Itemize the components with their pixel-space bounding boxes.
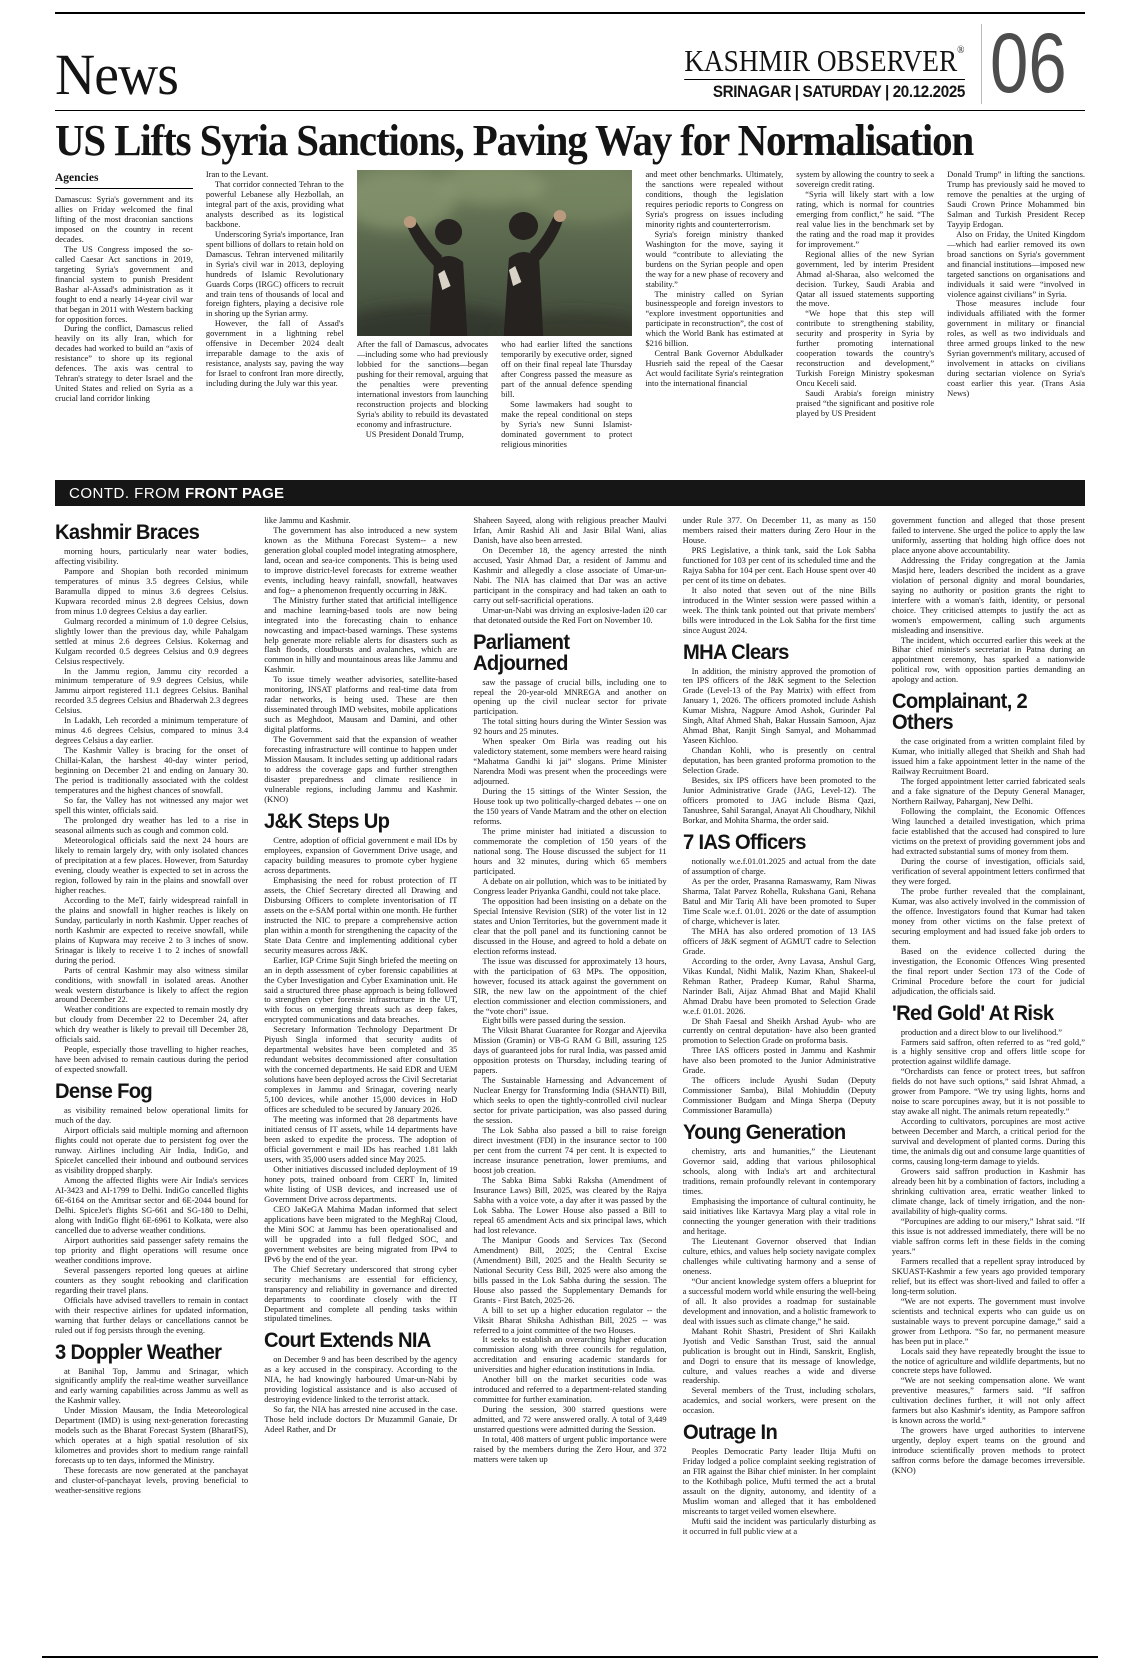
paragraph: The Manipur Goods and Services Tax (Second Amendment) Bill, 2025; the Central Excise (Amendment) Bill, 2025 and the Health Security se National Security Cess Bill, 2025 were also among the bills passed in the Lok Sabha during the session. The House also passed the Supplementary Demands for Grants - First Batch, 2025-26. xyxy=(473,1234,667,1305)
bottom-rule xyxy=(42,1656,1098,1658)
paragraph: Following the complaint, the Economic Offences Wing launched a detailed investigation, which prima facie established that the accused had conspired to lure victims on the pretext of providing government jobs and had extracted substantial sums of money from them. xyxy=(891,806,1085,856)
paragraph: “Orchardists can fence or protect trees, but saffron fields do not have such options,” said Ishrat Ahmad, a grower from Pampore. “We try using lights, horns and noise to scare porcupines away, but it is not possible to stay awake all night. The animals return repeatedly.” xyxy=(891,1066,1085,1117)
contd-prefix: CONTD. FROM xyxy=(69,484,185,502)
paragraph: During the 15 sittings of the Winter Session, the House took up two politically-charged debates -- one on the 150 years of Vande Matram and the other on election reforms. xyxy=(473,786,667,827)
paragraph: The MHA has also ordered promotion of 13 IAS officers of J&K segment of AGMUT cadre to Selection Grade. xyxy=(682,925,876,956)
paragraph: In total, 408 matters of urgent public importance were raised by the members during the Zero Hour, and 372 matters were taken up xyxy=(473,1434,667,1465)
paragraph: Also on Friday, the United Kingdom—which had earlier removed its own broad sanctions on Syria's government and financial institutions—imposed new targeted sanctions on organisations and individuals it said were “involved in violence against civilians” in Syria. xyxy=(947,228,1085,299)
paragraph: “We are not seeking compensation alone. We want preventive measures,” farmers said. “If saffron cultivation declines further, it will not only affect farmers but also Kashmir's identity, as Pampore saffron is known across the world.” xyxy=(891,1375,1085,1426)
article-column xyxy=(206,170,344,472)
paragraph: and meet other benchmarks. Ultimately, the sanctions were repealed without conditions, though the legislation requires periodic reports to Congress on Syria's progress on issues including minority rights and counterterrorism. xyxy=(645,169,784,229)
news-column xyxy=(55,516,248,1658)
paragraph: According to cultivators, porcupines are most active between December and March, a critical period for the survival and development of planted corms. During this time, the animals dig out and consume large quantities of corms, causing long-term damage to yields. xyxy=(891,1116,1085,1167)
paragraph: government function and alleged that those present failed to intervene. She urged the police to apply the law uniformly, asserting that holding high office does not place anyone above accountability. xyxy=(891,515,1085,555)
section-heading: Outrage In xyxy=(682,1421,777,1445)
news-column xyxy=(683,516,876,1658)
paragraph: The forged appointment letter carried fabricated seals and a fake signature of the Deputy General Manager, Northern Railway, Paharganj, New Delhi. xyxy=(891,776,1085,807)
section-heading: Complainant, 2 Others xyxy=(891,690,1027,735)
paragraph: To issue timely weather advisories, satellite-based monitoring, INSAT platforms and real-time data from radar networks, is being used. These are then disseminated through IMD websites, mobile applications such as Meghdoot, Mausam and Damini, and other digital platforms. xyxy=(264,674,458,735)
paragraph: The Chief Secretary underscored that strong cyber security mechanisms are essential for efficiency, transparency and reliability in governance and directed departments to coordinate closely with the IT Department and complete all pending tasks within stipulated timelines. xyxy=(264,1263,458,1324)
paragraph: The total sitting hours during the Winter Session was 92 hours and 25 minutes. xyxy=(473,716,667,737)
paragraph: on December 9 and has been described by the agency as a key accused in the conspiracy. According to the NIA, he had knowingly harboured Umar-un-Nabi by providing logistical assistance and is also accused of destroying evidence linked to the terrorist attack. xyxy=(264,1354,458,1405)
paragraph: The US Congress imposed the so-called Caesar Act sanctions in 2019, targeting Syria's government and financial system to punish President Bashar al-Assad's administration as it fought to end a nearly 14-year civil war that began in 2011 with Western backing for opposition forces. xyxy=(55,243,193,324)
section-heading: Young Generation xyxy=(682,1121,846,1145)
article-column xyxy=(501,340,632,472)
section-heading: Kashmir Braces xyxy=(55,520,200,544)
paragraph: The Lok Sabha also passed a bill to raise foreign direct investment (FDI) in the insurance sector to 100 per cent from the current 74 per cent. It is expected to increase insurance penetration, lower premiums, and boost job creation. xyxy=(473,1125,667,1175)
lead-headline: US Lifts Syria Sanctions, Paving Way for Normalisation xyxy=(55,116,974,165)
lead-article xyxy=(55,170,1085,472)
section-heading: J&K Steps Up xyxy=(264,809,390,833)
paragraph: Other initiatives discussed included deployment of 19 honey pots, trained onboard from CERT In, limited white listing of USB devices, and increased use of Government Drive across departments. xyxy=(264,1163,458,1204)
paragraph: Pampore and Shopian both recorded minimum temperatures of minus 3.5 degrees Celsius, while Baramulla dipped to minus 3.6 degrees Celsius. Kupwara recorded minus 2.8 degrees Celsius, down from minus 1.0 degrees Celsius a day earlier. xyxy=(55,565,249,616)
byline: Agencies xyxy=(55,170,193,189)
paragraph: After the fall of Damascus, advocates—including some who had previously lobbied for the sanctions—began pushing for their removal, arguing that the penalties were preventing international investors from launching reconstruction projects and blocking Syria's ability to rebuild its devastated economy and infrastructure. xyxy=(356,339,489,429)
paragraph: Centre, adoption of official government e mail IDs by employees, expansion of Government Drive usage, and capacity building measures to promote cyber hygiene across departments. xyxy=(264,834,458,875)
article-column xyxy=(796,170,934,472)
paragraph: However, the fall of Assad's government in a lightning rebel offensive in December 2024 dealt irreparable damage to the axis of resistance, analysts say, paving the way for Israel to confront Iran more directly, including during the July war this year. xyxy=(205,318,344,389)
under-photo-columns xyxy=(357,340,633,472)
paragraph: The Viksit Bharat Guarantee for Rozgar and Ajeevika Mission (Gramin) or VB-G RAM G Bill, assuring 125 days of guaranteed jobs for rural India, was passed amid opposition protests on Thursday, including tearing of papers. xyxy=(473,1025,667,1076)
paragraph: That corridor connected Tehran to the powerful Lebanese ally Hezbollah, an integral part of the axis, providing what analysts described as its logistical backbone. xyxy=(205,178,344,229)
masthead-block xyxy=(646,20,977,104)
contd-bold: FRONT PAGE xyxy=(185,484,285,502)
paragraph: Another bill on the market securities code was introduced and referred to a department-related standing committee for further examination. xyxy=(473,1374,667,1405)
paragraph: The growers have urged authorities to intervene urgently, deploy expert teams on the ground and introduce scientifically proven methods to protect saffron corms before the damage becomes irreversible. (KNO) xyxy=(891,1425,1085,1476)
paragraph: The Sabka Bima Sabki Raksha (Amendment of Insurance Laws) Bill, 2025, was cleared by the Rajya Sabha with a voice vote, a day after it was passed by the Lok Sabha. The Lower House also passed a Bill to repeal 65 amendment Acts and six principal laws, which had lost relevance. xyxy=(473,1174,667,1235)
paragraph: In the Jammu region, Jammu city recorded a minimum temperature of 9.9 degrees Celsius, while Jammu airport registered 11.1 degrees Celsius. Banihal recorded 3.5 degrees Celsius and Bhaderwah 2.3 degrees Celsius. xyxy=(55,665,249,716)
paragraph: Emphasising the need for robust protection of IT assets, the Chief Secretary directed all Drawing and Disbursing Officers to complete inventorisation of IT assets on the e-SAM portal within one month. He further instructed the NIC to prepare a comprehensive action plan within a month for strengthening the capacity of the State Data Centre and implementing additional cyber security measures across J&K. xyxy=(264,874,458,955)
section-heading: Parliament Adjourned xyxy=(473,630,570,675)
paragraph: Locals said they have repeatedly brought the issue to the notice of agriculture and wildlife departments, but no concrete steps have followed. xyxy=(891,1345,1085,1376)
paragraph: Some lawmakers had sought to make the repeal conditional on steps by Syria's new Sunni Islamist-dominated government to protect religious minorities xyxy=(501,398,633,449)
paragraph: Several members of the Trust, including scholars, academics, and social workers, were present on the occasion. xyxy=(682,1385,876,1416)
section-heading: Court Extends NIA xyxy=(264,1329,431,1353)
header-rule xyxy=(55,110,1085,111)
paragraph: The officers include Ayushi Sudan (Deputy Commissioner Samba), Bilal Mohiuddin (Deputy Commissioner Budgam and Minga Sherpa (Deputy Commissioner Baramulla) xyxy=(682,1075,876,1116)
paragraph: Syria's foreign ministry thanked Washington for the move, saying it would “contribute to alleviating the burdens on the Syrian people and open the way for a new phase of recovery and stability.” xyxy=(645,228,784,289)
paragraph: The government has also introduced a new system known as the Mithuna Forecast System-- a new generation global coupled model integrating atmosphere, land, ocean and sea-ice components. This is being used to improve district-level forecasts for extreme weather events, including heavy rainfall, snowfall, heatwaves and fog-- a phenomenon frequently occurring in J&K. xyxy=(264,524,458,595)
paragraph: Secretary Information Technology Department Dr Piyush Singla informed that security audits of departmental websites have been completed and 35 redundant websites decommissioned after consultation with the concerned departments. He said EDR and UEM solutions have been deployed across the Civil Secretariat complexes in Jammu and Srinagar, covering nearly 5,100 devices, while another 15,000 devices in HoD offices are scheduled to be secured by January 2026. xyxy=(264,1024,458,1115)
paragraph: The Ministry further stated that artificial intelligence and machine learning-based tools are now being integrated into the forecasting chain to enhance nowcasting and impact-based warnings. These systems help generate more reliable alerts for disasters such as flash floods, cloudbursts and avalanches, which are common in hilly and mountainous areas like Jammu and Kashmir. xyxy=(264,594,458,675)
news-column xyxy=(264,516,457,1658)
paragraph: People, especially those travelling to higher reaches, have been advised to remain cautious during the period of expected snowfall. xyxy=(55,1044,249,1075)
paragraph: Farmers recalled that a repellent spray introduced by SKUAST-Kashmir a few years ago provided temporary relief, but its effect was short-lived and failed to offer a long-term solution. xyxy=(891,1255,1085,1296)
paragraph: the case originated from a written complaint filed by Kumar, who initially alleged that Sheikh and Shah had issued him a fake appointment letter in the name of the Railway Recruitment Board. xyxy=(891,736,1085,777)
paragraph: morning hours, particularly near water bodies, affecting visibility. xyxy=(55,545,249,566)
masthead xyxy=(684,45,964,80)
registered-mark: ® xyxy=(957,44,965,56)
paragraph: The meeting was informed that 28 departments have initiated census of IT assets, while 14 departments have been asked to expedite the process. The adoption of official government e mail IDs has reached 1.81 lakh users, with 35,000 users added since May 2025. xyxy=(264,1114,458,1164)
paragraph: So far, the NIA has arrested nine accused in the case. Those held include doctors Dr Muzammil Ganaie, Dr Adeel Rather, and Dr xyxy=(264,1404,458,1435)
paragraph: Mufti said the incident was particularly disturbing as it occurred in full public view at a xyxy=(682,1516,876,1537)
article-column xyxy=(947,170,1085,472)
paragraph: Those measures include four individuals affiliated with the former government in military or financial roles, as well as two individuals and three armed groups linked to the new Syrian government's military, accused of involvement in attacks on civilians during sectarian violence on Syria's coast earlier this year. (Trans Asia News) xyxy=(947,298,1085,399)
paragraph: US President Donald Trump, xyxy=(365,428,464,439)
paragraph: Officials have advised travellers to remain in contact with their respective airlines for updated information, warning that further delays or cancellations cannot be ruled out if fog persists through the evening. xyxy=(55,1294,249,1335)
lead-photo xyxy=(357,170,633,336)
paragraph: The Kashmir Valley is bracing for the onset of Chillai-Kalan, the harshest 40-day winter period, beginning on December 21 and ending on January 30. The period is traditionally associated with the coldest temperatures and the highest chances of snowfall. xyxy=(55,745,249,796)
top-rule xyxy=(55,12,1085,14)
paragraph: Umar-un-Nabi was driving an explosive-laden i20 car that detonated outside the Red Fort on November 10. xyxy=(473,604,667,625)
paragraph: who had earlier lifted the sanctions temporarily by executive order, signed off on their final repeal late Thursday after Congress passed the measure as part of the annual defence spending bill. xyxy=(501,339,633,399)
news-column xyxy=(892,516,1085,1658)
news-column xyxy=(473,516,666,1658)
paragraph: production and a direct blow to our livelihood.” xyxy=(900,1026,1063,1037)
paragraph: like Jammu and Kashmir. xyxy=(264,515,351,525)
masthead-text: KASHMIR OBSERVER xyxy=(684,43,958,78)
paragraph: During the conflict, Damascus relied heavily on its ally Iran, which for decades had worked to build an “axis of resistance” to shore up its regional defences. The axis was central to Tehran's strategy to deter Israel and the United States and relied on Syria as a crucial land corridor linking xyxy=(55,323,193,404)
paragraph: PRS Legislative, a think tank, said the Lok Sabha functioned for 103 per cent of its scheduled time and the Rajya Sabha for 104 per cent. Each House spent over 40 per cent of its time on debates. xyxy=(682,544,876,585)
paragraph: Gulmarg recorded a minimum of 1.0 degree Celsius, slightly lower than the previous day, while Pahalgam settled at minus 2.6 degrees Celsius. Kokernag and Kulgam recorded 0.5 degrees Celsius and 0.9 degrees Celsius respectively. xyxy=(55,615,249,666)
paragraph: “Porcupines are adding to our misery,” Ishrat said. “If this issue is not addressed immediately, there will be no viable saffron corms left in these fields in the coming years.” xyxy=(891,1215,1085,1256)
paragraph: Damascus: Syria's government and its allies on Friday welcomed the final lifting of the most draconian sanctions imposed on the country in recent decades. xyxy=(55,193,193,244)
paragraph: Airport officials said multiple morning and afternoon flights could not operate due to persistent fog over the runway. Airlines including Air India, IndiGo, and SpiceJet cancelled their inbound and outbound services as visibility dropped sharply. xyxy=(55,1125,249,1176)
section-title: News xyxy=(55,42,178,107)
section-heading: MHA Clears xyxy=(682,640,789,664)
paragraph: Among the affected flights were Air India's services AI-3423 and AI-1799 to Delhi. IndiGo cancelled flights 6E-6164 on the Amritsar sector and 6E-2044 bound for Delhi. SpiceJet's flights SG-661 and SG-180 to Delhi, along with IndiGo flight 6E-6961 to Kolkata, were also cancelled due to adverse weather conditions. xyxy=(55,1175,249,1235)
paragraph: A debate on air pollution, which was to be initiated by Congress leader Priyanka Gandhi, could not take place. xyxy=(473,875,667,896)
paragraph: Under Mission Mausam, the India Meteorological Department (IMD) is using next-generation forecasting models such as the Bharat Forecast System (BharatFS), which operates at a high spatial resolution of six kilometres and provides short to medium range rainfall forecasts up to ten days, informed the Ministry. xyxy=(55,1405,249,1466)
paragraph: chemistry, arts and humanities,” the Lieutenant Governor said, adding that various philosophical schools, along with India's art and architectural traditions, remain profoundly relevant in contemporary times. xyxy=(682,1146,876,1197)
paragraph: Meteorological officials said the next 24 hours are likely to remain largely dry, with only isolated chances of precipitation at a few places. However, from Saturday evening, cloudy weather is expected to set in across the region, followed by rain in the plains and snowfall over higher reaches. xyxy=(55,834,249,895)
paragraph: Farmers said saffron, often referred to as “red gold,” is a highly sensitive crop and offers little scope for protection against wildlife damage. xyxy=(891,1036,1085,1067)
paragraph: On December 18, the agency arrested the ninth accused, Yasir Ahmad Dar, a resident of Jammu and Kashmir and allegedly a close associate of Umar-un-Nabi. The NIA has claimed that Dar was an active participant in the conspiracy and had taken an oath to carry out self-sacrificial operations. xyxy=(473,544,667,605)
continued-stories xyxy=(55,516,1085,1658)
paragraph: Based on the evidence collected during the investigation, the Economic Offences Wing presented the final report under Section 173 of the Code of Criminal Procedure before the court for judicial adjudication, the officials said. xyxy=(891,945,1085,996)
paragraph: Regional allies of the new Syrian government, led by interim President Ahmad al-Sharaa, also welcomed the decision. Turkey, Saudi Arabia and Qatar all issued statements supporting the move. xyxy=(796,248,935,309)
paragraph: Eight bills were passed during the session. xyxy=(482,1015,626,1026)
paragraph: Shaheen Sayeed, along with religious preacher Maulvi Irfan, Amir Rashid Ali and Jasir Bilal Wani, alias Danish, have also been arrested. xyxy=(473,515,667,545)
section-heading: 'Red Gold' At Risk xyxy=(891,1001,1054,1025)
paragraph: Peoples Democratic Party leader Iltija Mufti on Friday lodged a police complaint seeking registration of an FIR against the Bihar chief minister. In her complaint to the Kothibagh police, Mufti termed the act a brutal assault on the dignity, autonomy, and identity of a Muslim woman and alleged that it has emboldened miscreants to target veiled women elsewhere. xyxy=(682,1446,876,1517)
lead-photo-graphic xyxy=(357,170,633,336)
paragraph: So far, the Valley has not witnessed any major wet spell this winter, officials said. xyxy=(55,795,249,816)
section-heading: Dense Fog xyxy=(55,1080,153,1104)
paragraph: “We are not experts. The government must involve scientists and technical experts who can guide us on sustainable ways to prevent porcupine damage,” said a grower from Lethpora. “So far, no permanent measure has been put in place.” xyxy=(891,1295,1085,1346)
paragraph: Addressing the Friday congregation at the Jamia Masjid here, leaders described the incident as a grave violation of personal dignity and moral boundaries, saying no authority or position grants the right to interfere with a woman's faith, identity, or personal choice. They criticised attempts to justify the act as women's empowerment, calling such arguments misleading and insensitive. xyxy=(891,554,1085,635)
article-column xyxy=(357,340,488,472)
paragraph: When speaker Om Birla was reading out his valedictory statement, some members were heard raising “Mahatma Gandhi ki jai” slogans. Prime Minister Narendra Modi was present when the proceedings were adjourned. xyxy=(473,736,667,787)
paragraph: During the course of investigation, officials said, verification of several appointment letters confirmed that they were forged. xyxy=(891,855,1085,886)
paragraph: The prolonged dry weather has led to a rise in seasonal ailments such as cough and common cold. xyxy=(55,815,249,835)
paragraph: It also noted that seven out of the nine Bills introduced in the Winter session were passed within a week. The think tank pointed out that private members' bills were introduced in the Lok Sabha for the first time since August 2024. xyxy=(682,584,876,635)
paragraph: Iran to the Levant. xyxy=(205,169,269,179)
page-number: 06 xyxy=(981,24,1067,104)
continued-from-front-page-bar xyxy=(55,480,1085,506)
paragraph: It seeks to establish an overarching higher education commission along with three councils for regulation, accreditation and ensuring academic standards for universities and higher education institutions in India. xyxy=(473,1334,667,1375)
masthead-area xyxy=(646,16,1085,111)
paragraph: The Lieutenant Governor observed that Indian culture, ethics, and values help society navigate complex challenges while cultivating harmony and a sense of oneness. xyxy=(682,1235,876,1276)
paragraph: system by allowing the country to seek a sovereign credit rating. xyxy=(796,169,935,189)
paragraph: Mahant Rohit Shastri, President of Shri Kailakh Jyotish and Vedic Sansthan Trust, said the annual publication is brought out in Hindi, Sanskrit, English, and Dogri to ensure that its message of knowledge, culture, and values reaches a wide and diverse readership. xyxy=(682,1325,876,1386)
paragraph: at Banihal Top, Jammu and Srinagar, which significantly amplify the real-time weather surveillance and early warning capabilities across Jammu as well as the Kashmir valley. xyxy=(55,1365,249,1406)
paragraph: In Ladakh, Leh recorded a minimum temperature of minus 4.6 degrees Celsius, compared to minus 3.4 degrees Celsius a day earlier. xyxy=(55,715,249,746)
paragraph: under Rule 377. On December 11, as many as 150 members raised their matters during Zero Hour in the House. xyxy=(682,515,876,545)
paragraph: The probe further revealed that the complainant, Kumar, was also actively involved in the commission of the offence. Investigators found that Kumar had taken money from other victims on the false pretext of securing employment and had issued fake job orders to them. xyxy=(891,885,1085,946)
paragraph: Underscoring Syria's importance, Iran spent billions of dollars to retain hold on Damascus. Tehran intervened militarily in Syria's civil war in 2013, deploying hundreds of Islamic Revolutionary Guards Corps (IRGC) officers to recruit and train tens of thousands of local and foreign fighters, playing a decisive role in shoring up the Syrian army. xyxy=(205,228,344,319)
paragraph: Besides, six IPS officers have been promoted to the Junior Administrative Grade (JAG, Level-12). The officers promoted to JAG include Bisma Qazi, Tanushree, Sahil Sarangal, Anayat Ali Choudhary, Nikhil Borkar, and Mohita Sharma, the order said. xyxy=(682,775,876,826)
paragraph: According to the MeT, fairly widespread rainfall in the plains and snowfall in higher reaches is likely on Sunday, particularly in north Kashmir. Upper reaches of north Kashmir are expected to receive snowfall, while plains of Kupwara may receive 2 to 3 inches of snow. Srinagar is likely to receive 1 to 2 inches of snowfall during the period. xyxy=(55,894,249,965)
paragraph: According to the order, Avny Lavasa, Anshul Garg, Vikas Kundal, Nidhi Malik, Nazim Khan, Shakeel-ul Rehman Rather, Pradeep Kumar, Rahul Sharma, Narinder Bali, Aijaz Ahmad Bhat and Majid Khalil Ahmad Drabu have been promoted to Selection Grade w.e.f. 01.01. 2026. xyxy=(682,955,876,1016)
paragraph: Dr Shah Faesal and Sheikh Arshad Ayub- who are currently on central deputation- have also been granted promotion to Selection Grade on proforma basis. xyxy=(682,1015,876,1046)
paragraph: The Government said that the expansion of weather forecasting infrastructure will continue to happen under Mission Mausam. It includes setting up additional radars to address the coverage gaps and further strengthen disaster preparedness and climate resilience in vulnerable regions, including Jammu and Kashmir.(KNO) xyxy=(264,734,458,804)
paragraph: In addition, the ministry approved the promotion of ten IPS officers of the J&K segment to the Selection Grade (Level-13 of the Pay Matrix) with effect from January 1, 2026. The officers promoted include Ashish Kumar Mishra, Nagpure Amod Ashok, Gurinder Pal Singh, Altaf Ahmed Shah, Bakar Hussain Samoon, Ajaz Ahmad Bhat, Ranjit Singh Samyal, and Mohammad Yaseen Kichloo. xyxy=(682,665,876,746)
paragraph: The prime minister had initiated a discussion to commemorate the completion of 150 years of the national song. The House discussed the subject for 11 hours and 32 minutes, during which 65 members participated. xyxy=(473,826,667,876)
paragraph: Parts of central Kashmir may also witness similar conditions, with snowfall in isolated areas. Another weak western disturbance is likely to affect the region around December 22. xyxy=(55,964,249,1005)
paragraph: “We hope that this step will contribute to strengthening stability, security and prosperity in Syria by further promoting international cooperation towards the country's reconstruction and development,” Turkish Foreign Ministry spokesman Oncu Keceli said. xyxy=(796,308,935,389)
section-heading: 3 Doppler Weather xyxy=(55,1340,222,1364)
paragraph: A bill to set up a higher education regulator -- the Viksit Bharat Shiksha Adhisthan Bill, 2025 -- was referred to a joint committee of the two Houses. xyxy=(473,1304,667,1335)
paragraph: Emphasising the importance of cultural continuity, he said initiatives like Kartavya Marg play a vital role in connecting the younger generation with their traditions and heritage. xyxy=(682,1196,876,1236)
paragraph: Saudi Arabia's foreign ministry praised “the significant and positive role played by US President xyxy=(796,388,935,419)
paragraph: The ministry called on Syrian businesspeople and foreign investors to “explore investment opportunities and participate in reconstruction”, the cost of which the World Bank has estimated at $216 billion. xyxy=(645,288,784,349)
paragraph: The Sustainable Harnessing and Advancement of Nuclear Energy for Transforming India (SHANTI) Bill, which seeks to open the tightly-controlled civil nuclear sector for private participation, was also passed during the session. xyxy=(473,1075,667,1126)
paragraph: CEO JaKeGA Mahima Madan informed that select applications have been migrated to the MeghRaj Cloud, the Mini SOC at Jammu has been operationalised and will be upgraded into a full fledged SOC, and government websites are being migrated from IPv4 to IPv6 by the end of the year. xyxy=(264,1203,458,1264)
paragraph: As per the order, Prasanna Ramaswamy, Ram Niwas Sharma, Talat Parvez Rohella, Rukshana Gani, Rehana Batul and Mir Tariq Ali have been promoted to Super Time Scale w.e.f. 01.01. 2026 or the date of assumption of charge, whichever is later. xyxy=(682,875,876,926)
page-header xyxy=(55,16,1085,111)
paragraph: Several passengers reported long queues at airline counters as they sought rebooking and clarification regarding their travel plans. xyxy=(55,1264,249,1295)
paragraph: “Our ancient knowledge system offers a blueprint for a successful modern world while ensuring the well-being of all. It also provides a roadmap for sustainable development and innovation, and a holistic framework to deal with issues such as climate change,” he said. xyxy=(682,1275,876,1326)
article-column xyxy=(55,170,193,472)
paragraph: Weather conditions are expected to remain mostly dry but cloudy from December 22 to December 24, after which dry weather is likely to prevail till December 28, officials said. xyxy=(55,1004,249,1045)
paragraph: The opposition had been insisting on a debate on the Special Intensive Revision (SIR) of the voter list in 12 states and Union Territories, but the government made it clear that the poll panel and its functioning cannot be discussed in the House, and agreed to hold a debate on election reforms instead. xyxy=(473,895,667,956)
section-heading: 7 IAS Officers xyxy=(682,831,806,854)
paragraph: The issue was discussed for approximately 13 hours, with the participation of 63 MPs. The opposition, however, focused its attack against the government on SIR, the new law on the appointment of the chief election commissioner and election commissioners, and the “vote chori” issue. xyxy=(473,955,667,1016)
photo-and-columns xyxy=(357,170,633,472)
paragraph: Donald Trump” in lifting the sanctions. Trump has previously said he moved to remove the penalties at the urging of Saudi Crown Prince Mohammed bin Salman and Turkish President Recep Tayyip Erdogan. xyxy=(947,169,1085,229)
article-column xyxy=(645,170,783,472)
dateline: SRINAGAR | SATURDAY | 20.12.2025 xyxy=(712,83,965,101)
paragraph: Earlier, IGP Crime Sujit Singh briefed the meeting on an in depth assessment of cyber forensic capabilities at the Cyber Investigation and Cyber Examination unit. He said a structured three phase approach is being followed to strengthen cyber forensic infrastructure in the UT, with focus on emerging threats such as deep fakes, encrypted communications and data breaches. xyxy=(264,954,458,1025)
paragraph: These forecasts are now generated at the panchayat and cluster-of-panchayat levels, proving beneficial to weather-sensitive regions xyxy=(55,1465,249,1496)
paragraph: Chandan Kohli, who is presently on central deputation, has been granted proforma promotion to the Selection Grade. xyxy=(682,745,876,776)
paragraph: notionally w.e.f.01.01.2025 and actual from the date of assumption of charge. xyxy=(682,856,876,876)
paragraph: Three IAS officers posted in Jammu and Kashmir have also been promoted to the Junior Administrative Grade. xyxy=(682,1045,876,1076)
paragraph: as visibility remained below operational limits for much of the day. xyxy=(55,1105,249,1126)
paragraph: saw the passage of crucial bills, including one to repeal the 20-year-old MNREGA and another on opening up the civil nuclear sector for private participation. xyxy=(473,676,667,717)
paragraph: Growers said saffron production in Kashmir has already been hit by a combination of factors, including a shrinking cultivation area, erratic weather linked to climate change, lack of timely irrigation, and the non-availability of high-quality corms. xyxy=(891,1166,1085,1216)
paragraph: Central Bank Governor Abdulkader Husrieh said the repeal of the Caesar Act would facilitate Syria's reintegration into the international financial xyxy=(645,348,784,389)
paragraph: During the session, 300 starred questions were admitted, and 72 were answered orally. A total of 3,449 unstarred questions were admitted during the Session. xyxy=(473,1404,667,1435)
paragraph: “Syria will likely start with a low rating, which is normal for countries emerging from conflict,” he said. “The real value lies in the benchmark set by the rating and the road map it provides for improvement.” xyxy=(796,188,935,249)
paragraph: Airport authorities said passenger safety remains the top priority and flight operations will resume once weather conditions improve. xyxy=(55,1234,249,1265)
column-text xyxy=(55,195,193,404)
paragraph: The incident, which occurred earlier this week at the Bihar chief minister's secretariat in Patna during an appointment ceremony, has sparked a nationwide political row, with opposition parties demanding an apology and action. xyxy=(891,634,1085,685)
